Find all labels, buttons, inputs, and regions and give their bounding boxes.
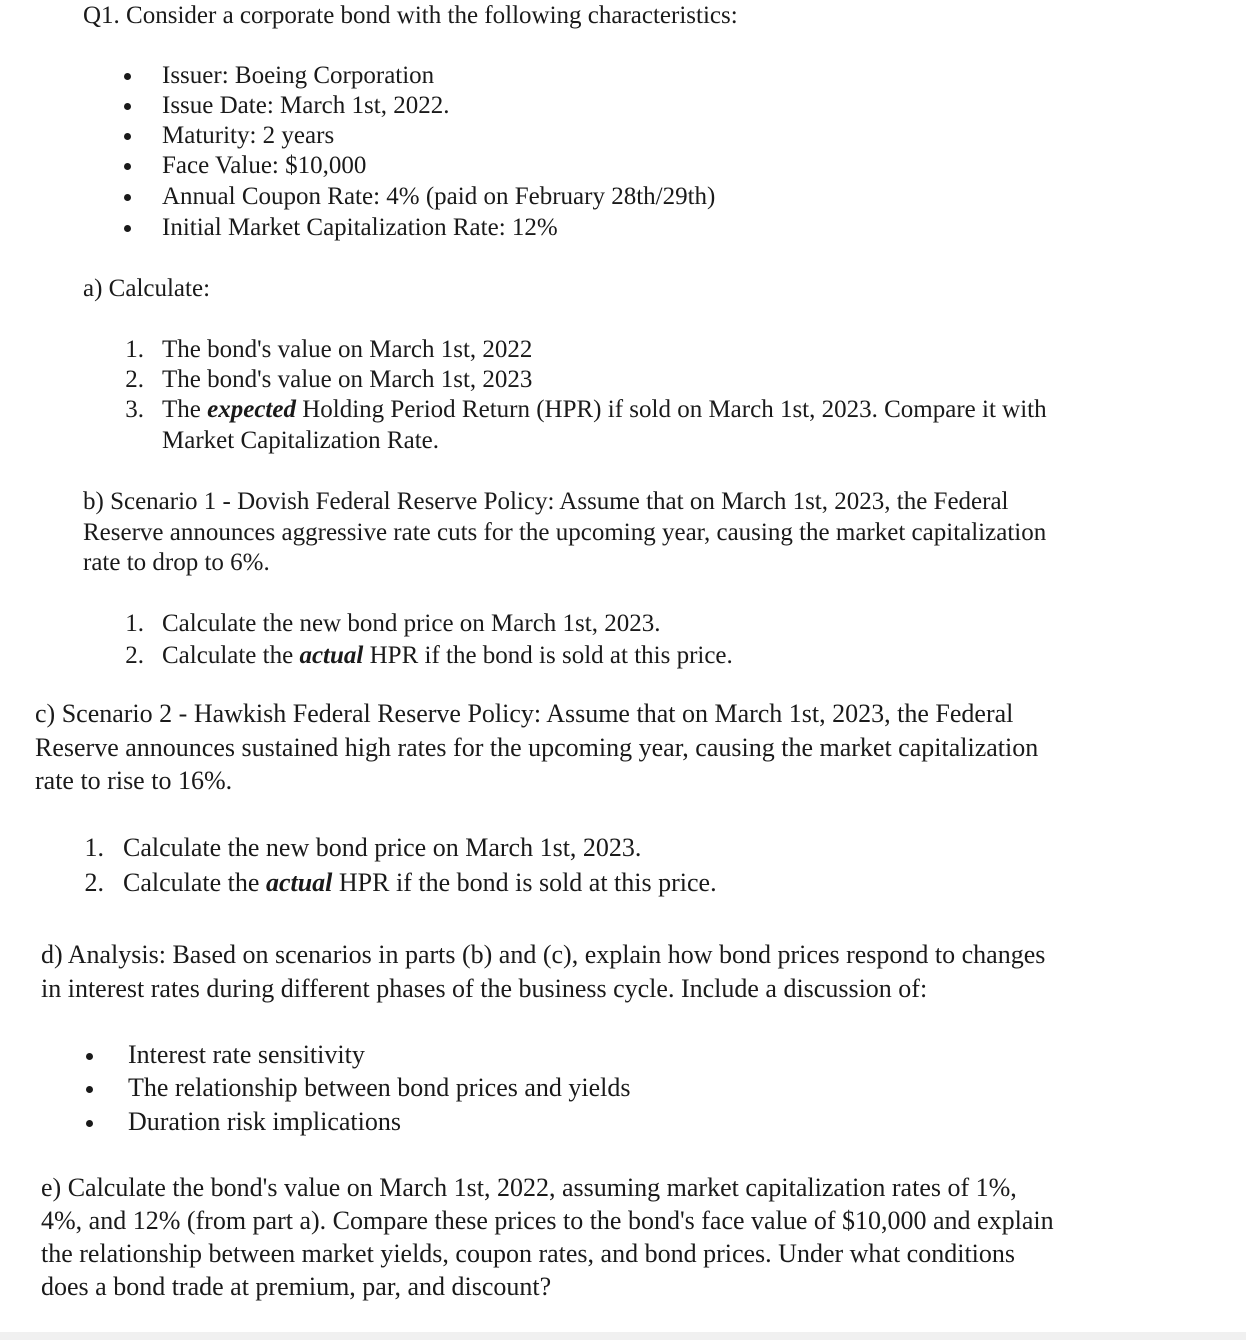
part-b-item-2: Calculate the actual HPR if the bond is sold at this price. bbox=[162, 642, 733, 669]
bullet-icon bbox=[124, 73, 131, 80]
emphasis-actual: actual bbox=[265, 868, 333, 897]
part-a-item-3: The expected Holding Period Return (HPR) if sold on March 1st, 2023. Compare it with bbox=[162, 396, 1047, 423]
bullet-icon bbox=[124, 163, 131, 170]
characteristic-face-value: Face Value: $10,000 bbox=[162, 152, 367, 179]
characteristic-issue-date: Issue Date: March 1st, 2022. bbox=[162, 92, 450, 119]
part-d-line: d) Analysis: Based on scenarios in parts (b) and (c), explain how bond prices respond to changes bbox=[41, 940, 1046, 969]
part-d-bullet: The relationship between bond prices and yields bbox=[128, 1073, 631, 1102]
list-number: 1. bbox=[84, 833, 104, 862]
part-a-item-1: The bond's value on March 1st, 2022 bbox=[162, 336, 533, 363]
part-c-item-2: Calculate the actual HPR if the bond is sold at this price. bbox=[123, 868, 717, 897]
part-e-line: 4%, and 12% (from part a). Compare these prices to the bond's face value of $10,000 and explain bbox=[41, 1206, 1054, 1235]
emphasis-expected: expected bbox=[207, 396, 296, 423]
bullet-icon bbox=[124, 103, 131, 110]
characteristic-coupon-rate: Annual Coupon Rate: 4% (paid on February 28th/29th) bbox=[162, 183, 716, 210]
part-b-line: b) Scenario 1 - Dovish Federal Reserve Policy: Assume that on March 1st, 2023, the Federal bbox=[83, 488, 1009, 515]
part-c-item-1: Calculate the new bond price on March 1st, 2023. bbox=[123, 833, 642, 862]
part-a-item-2: The bond's value on March 1st, 2023 bbox=[162, 366, 533, 393]
characteristic-cap-rate: Initial Market Capitalization Rate: 12% bbox=[162, 214, 558, 241]
part-d-bullet: Interest rate sensitivity bbox=[128, 1040, 365, 1069]
part-b-line: Reserve announces aggressive rate cuts for the upcoming year, causing the market capitalization bbox=[83, 519, 1047, 546]
list-number: 2. bbox=[84, 868, 104, 897]
part-d-bullet: Duration risk implications bbox=[128, 1107, 401, 1136]
list-number: 2. bbox=[125, 366, 144, 393]
bullet-icon bbox=[86, 1120, 93, 1127]
characteristic-issuer: Issuer: Boeing Corporation bbox=[162, 62, 435, 89]
bullet-icon bbox=[124, 133, 131, 140]
part-e-line: e) Calculate the bond's value on March 1st, 2022, assuming market capitalization rates of 1%, bbox=[41, 1173, 1017, 1202]
page-bottom-edge bbox=[0, 1332, 1246, 1340]
list-number: 2. bbox=[125, 642, 144, 669]
list-number: 1. bbox=[125, 610, 144, 637]
part-b-line: rate to drop to 6%. bbox=[83, 549, 270, 576]
part-c-line: Reserve announces sustained high rates for the upcoming year, causing the market capitalization bbox=[35, 733, 1039, 762]
part-b-item-1: Calculate the new bond price on March 1st, 2023. bbox=[162, 610, 661, 637]
bullet-icon bbox=[124, 225, 131, 232]
list-number: 3. bbox=[125, 396, 144, 423]
part-e-line: the relationship between market yields, coupon rates, and bond prices. Under what conditions bbox=[41, 1239, 1016, 1268]
part-a-heading: a) Calculate: bbox=[83, 275, 211, 302]
question-title: Q1. Consider a corporate bond with the following characteristics: bbox=[83, 2, 738, 29]
part-a-item-3-continued: Market Capitalization Rate. bbox=[162, 427, 439, 454]
emphasis-actual: actual bbox=[299, 642, 364, 669]
bullet-icon bbox=[86, 1053, 93, 1060]
part-e-line: does a bond trade at premium, par, and discount? bbox=[41, 1272, 552, 1301]
list-number: 1. bbox=[125, 336, 144, 363]
bullet-icon bbox=[86, 1086, 93, 1093]
part-c-line: c) Scenario 2 - Hawkish Federal Reserve Policy: Assume that on March 1st, 2023, the Federal bbox=[35, 699, 1014, 728]
part-d-line: in interest rates during different phases of the business cycle. Include a discussion of: bbox=[41, 974, 928, 1003]
part-c-line: rate to rise to 16%. bbox=[35, 766, 233, 795]
bullet-icon bbox=[124, 194, 131, 201]
characteristic-maturity: Maturity: 2 years bbox=[162, 122, 335, 149]
